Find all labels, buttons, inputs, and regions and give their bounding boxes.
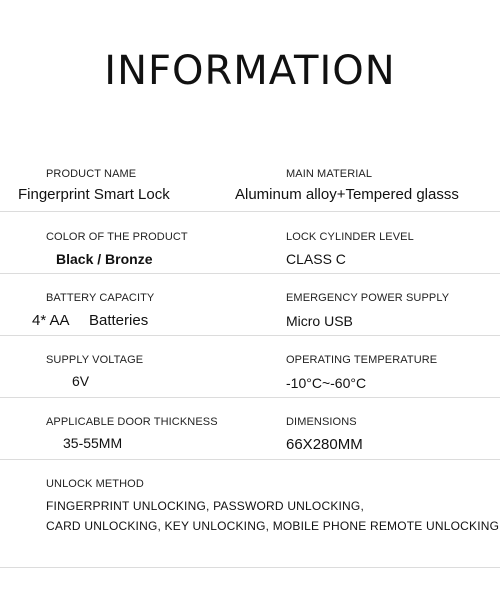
row-divider: [0, 335, 500, 336]
row-divider: [0, 397, 500, 398]
operating-temperature-label: OPERATING TEMPERATURE: [286, 354, 438, 366]
dimensions-value: 66X280MM: [286, 436, 363, 453]
row-divider: [0, 211, 500, 212]
unlock-method-line-1: FINGERPRINT UNLOCKING, PASSWORD UNLOCKING,: [46, 499, 364, 513]
door-thickness-label: APPLICABLE DOOR THICKNESS: [46, 416, 218, 428]
main-material-label: MAIN MATERIAL: [286, 168, 373, 180]
supply-voltage-value: 6V: [72, 373, 90, 389]
color-label: COLOR OF THE PRODUCT: [46, 231, 188, 243]
door-thickness-value: 35-55MM: [63, 435, 123, 451]
dimensions-label: DIMENSIONS: [286, 416, 357, 428]
battery-label: BATTERY CAPACITY: [46, 292, 155, 304]
emergency-power-value: Micro USB: [286, 313, 353, 329]
unlock-method-line-2: CARD UNLOCKING, KEY UNLOCKING, MOBILE PHONE REMOTE UNLOCKING: [46, 519, 500, 533]
product-name-label: PRODUCT NAME: [46, 168, 137, 180]
row-divider: [0, 273, 500, 274]
battery-value-count: 4* AA: [32, 312, 70, 329]
lock-cylinder-value: CLASS C: [286, 251, 346, 267]
row-divider: [0, 459, 500, 460]
product-name-value: Fingerprint Smart Lock: [18, 186, 170, 203]
emergency-power-label: EMERGENCY POWER SUPPLY: [286, 292, 450, 304]
operating-temperature-value: -10°C~-60°C: [286, 375, 367, 391]
page-title: INFORMATION: [104, 48, 396, 94]
unlock-method-label: UNLOCK METHOD: [46, 478, 144, 490]
row-divider: [0, 567, 500, 568]
battery-value-type: Batteries: [89, 312, 149, 329]
color-value: Black / Bronze: [56, 251, 153, 267]
lock-cylinder-label: LOCK CYLINDER LEVEL: [286, 231, 414, 243]
main-material-value: Aluminum alloy+Tempered glasss: [235, 186, 459, 203]
supply-voltage-label: SUPPLY VOLTAGE: [46, 354, 144, 366]
